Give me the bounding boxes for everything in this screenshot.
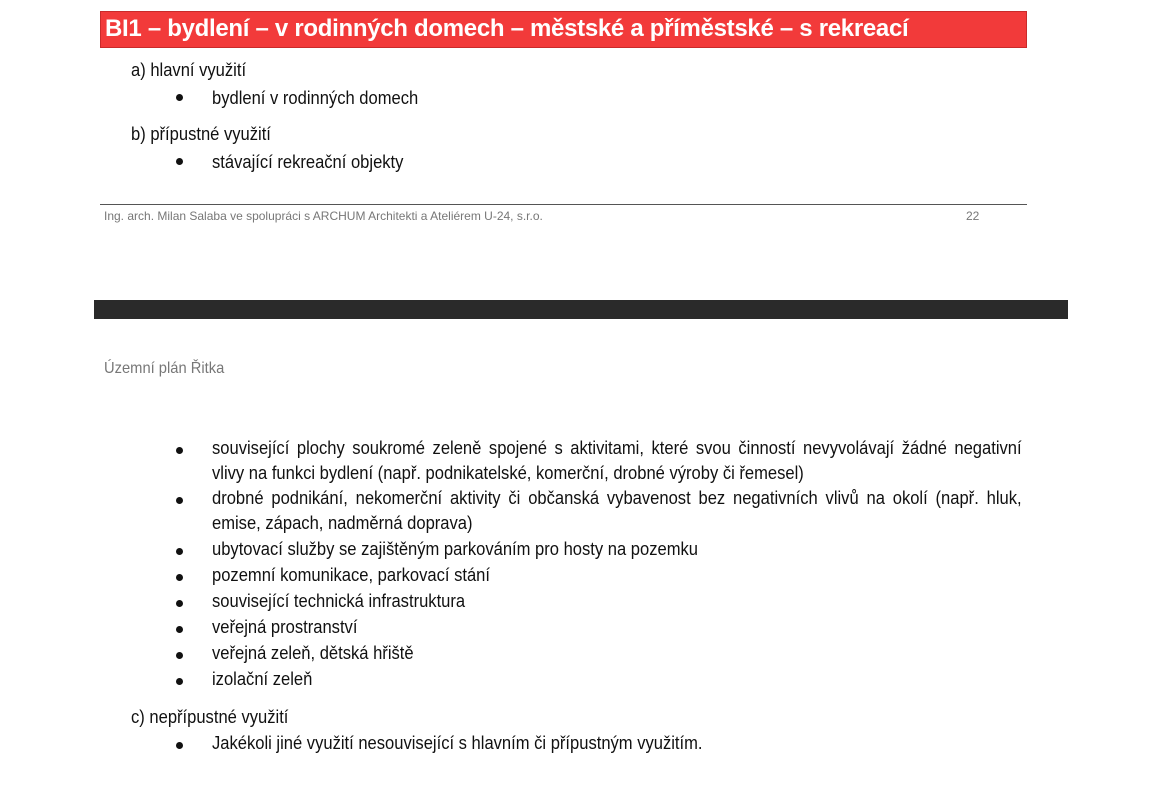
bullet-icon <box>176 447 183 454</box>
list-item: Jakékoli jiné využití nesouvisející s hlavním či přípustným využitím. <box>212 733 703 753</box>
footer-divider <box>100 204 1027 205</box>
footer-author: Ing. arch. Milan Salaba ve spolupráci s ARCHUM Architekti a Ateliérem U-24, s.r.o. <box>104 209 543 223</box>
page-header: Územní plán Řitka <box>104 360 225 377</box>
list-item: drobné podnikání, nekomerční aktivity či občanská vybavenost bez negativních vlivů na okolí (např. hluk, emise, zápach, nadměrná doprava) <box>212 488 1022 533</box>
bullet-icon <box>176 678 183 685</box>
list-item: bydlení v rodinných domech <box>212 88 419 108</box>
section-a-label: a) hlavní využití <box>131 60 247 80</box>
list-item: související plochy soukromé zeleně spojené s aktivitami, které svou činností nevyvolávají žádné negativní vlivy na funkci bydlení (např. podnikatelské, komerční, drobné výroby či řemesel) <box>212 438 1022 483</box>
bullet-icon <box>176 626 183 633</box>
list-item: veřejná zeleň, dětská hřiště <box>212 643 414 663</box>
section-c-label: c) nepřípustné využití <box>131 707 289 727</box>
bullet-icon <box>176 600 183 607</box>
bullet-icon <box>176 742 183 749</box>
list-item: veřejná prostranství <box>212 617 358 637</box>
bullet-icon <box>176 94 183 101</box>
bullet-icon <box>176 497 183 504</box>
bullet-icon <box>176 158 183 165</box>
section-title: BI1 – bydlení – v rodinných domech – městské a příměstské – s rekreací <box>105 15 909 42</box>
section-b-label: b) přípustné využití <box>131 124 271 144</box>
list-item: izolační zeleň <box>212 669 313 689</box>
bullet-icon <box>176 548 183 555</box>
bullet-icon <box>176 574 183 581</box>
section-title-bar <box>100 11 1027 48</box>
list-item: stávající rekreační objekty <box>212 152 404 172</box>
page-number: 22 <box>966 209 980 223</box>
page-break <box>94 300 1068 319</box>
list-item: související technická infrastruktura <box>212 591 466 611</box>
list-item: ubytovací služby se zajištěným parkováním pro hosty na pozemku <box>212 539 698 559</box>
bullet-icon <box>176 652 183 659</box>
list-item: pozemní komunikace, parkovací stání <box>212 565 490 585</box>
